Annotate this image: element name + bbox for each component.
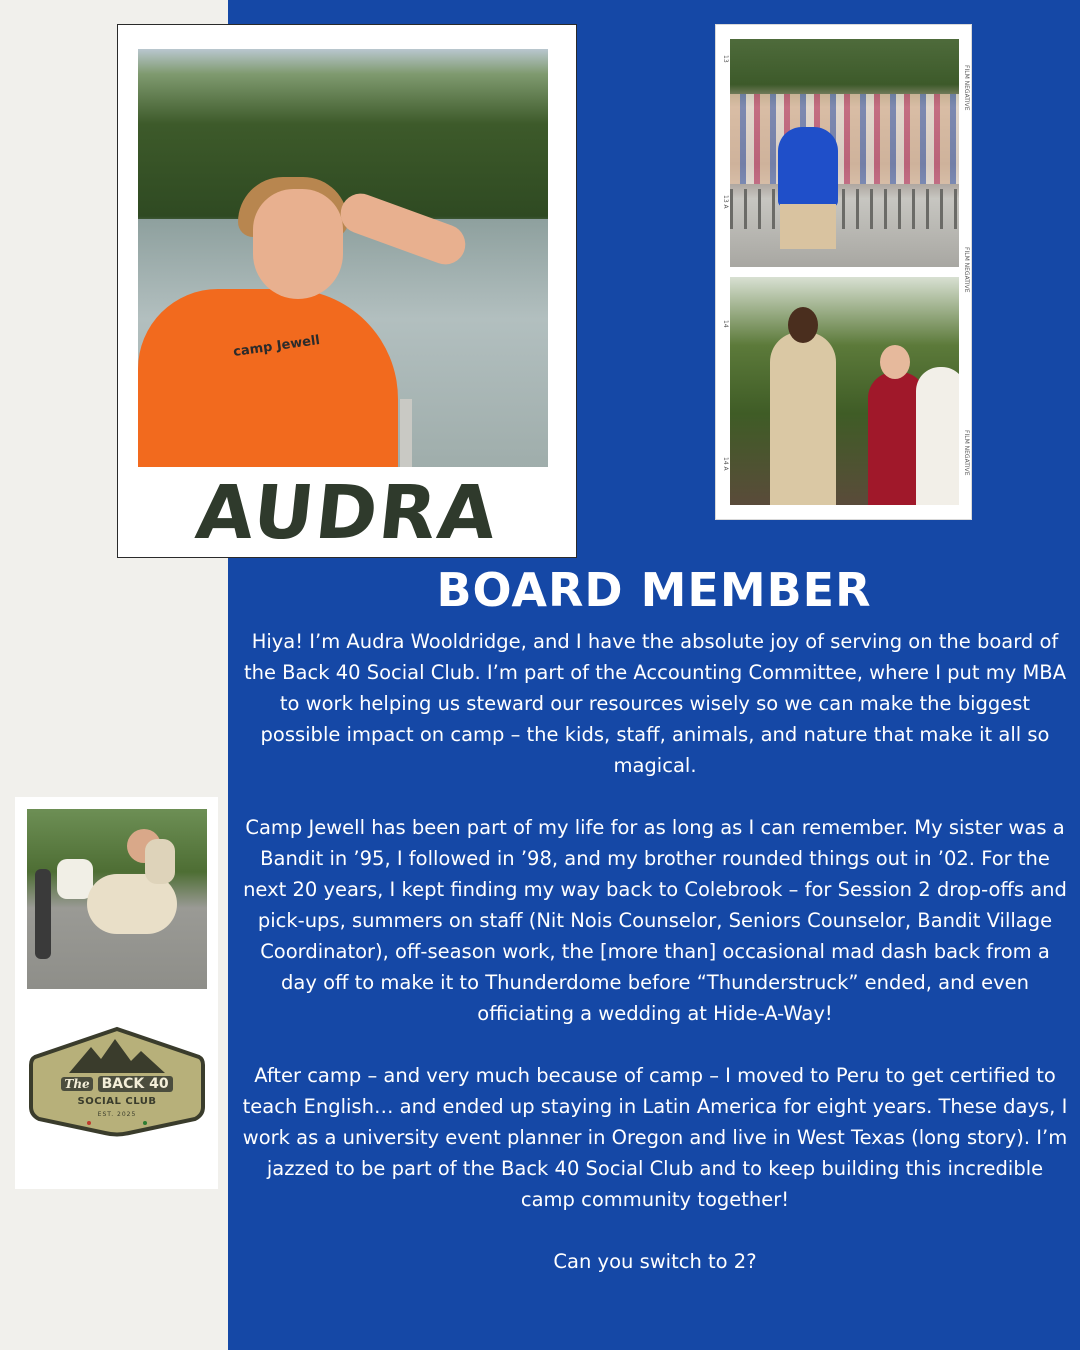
film-marks-left — [717, 25, 729, 519]
bio-paragraph: After camp – and very much because of camp – I moved to Peru to get certified to teach English… and ended up staying in Latin America for eight years. These days, I work as a university event planner in Oregon and live in West Texas (long story). I’m jazzed to be part of the Back 40 Social Club and to keep building this incredible camp community together! — [242, 1064, 1068, 1211]
back40-logo — [29, 1025, 205, 1137]
logo-title — [29, 1076, 205, 1092]
film-strip — [715, 24, 972, 520]
fence — [730, 189, 959, 229]
side-card — [15, 797, 218, 1189]
groom-head — [788, 307, 818, 343]
film-marks-right — [958, 25, 970, 519]
name-label: AUDRA — [192, 470, 502, 556]
orange-shirt — [138, 289, 398, 467]
dock-post — [400, 399, 412, 467]
film-photo-dance — [730, 39, 959, 267]
film-mark: 13 A — [722, 195, 729, 209]
shirt-text: camp Jewell — [232, 333, 321, 360]
bio-paragraph: Hiya! I’m Audra Wooldridge, and I have the absolute joy of serving on the board of the Back 40 Social Club. I’m part of the Accounting Committee, where I put my MBA to work helping us steward our resources wisely so we can make the biggest possible impact on camp – the kids, staff, animals, and nature that make it all so magical. — [243, 630, 1067, 777]
film-mark: 14 — [722, 320, 729, 328]
bride — [916, 367, 959, 505]
llama — [57, 859, 93, 899]
crowd — [730, 94, 959, 184]
film-mark: 14 A — [722, 457, 729, 471]
film-mark: FILM NEGATIVE — [963, 65, 970, 111]
bio-paragraph: Camp Jewell has been part of my life for as long as I can remember. My sister was a Bandit in ’95, I followed in ’98, and my brother rounded things out in ’02. For the next 20 years, I kept finding my way back to Colebrook – for Session 2 drop-offs and pick-ups, summers on staff (Nit Nois Counselor, Seniors Counselor, Bandit Village Coordinator), off-season work, the [more than] occasional mad dash back from a day off to make it to Thunderdome before “Thunderstruck” ended, and even officiating a wedding at Hide-A-Way! — [243, 816, 1067, 1025]
main-polaroid — [117, 24, 577, 558]
groom — [770, 332, 836, 505]
background-person — [35, 869, 51, 959]
film-mark: FILM NEGATIVE — [963, 430, 970, 476]
officiant-head — [880, 345, 910, 379]
film-photo-wedding — [730, 277, 959, 505]
main-photo — [138, 49, 548, 467]
goat-head — [145, 839, 175, 884]
logo-name: BACK 40 — [98, 1076, 173, 1092]
dancer-blue-shirt — [778, 127, 838, 207]
goat-photo — [27, 809, 207, 989]
dancer-shorts — [780, 204, 836, 249]
logo-established: EST. 2025 — [97, 1111, 137, 1118]
bio-paragraph: Can you switch to 2? — [553, 1250, 757, 1273]
bio-text — [240, 626, 1070, 1277]
film-mark: FILM NEGATIVE — [963, 247, 970, 293]
role-title: BOARD MEMBER — [436, 563, 872, 617]
logo-the: The — [61, 1077, 92, 1091]
logo-subtitle: SOCIAL CLUB — [77, 1096, 157, 1107]
face — [253, 189, 343, 299]
film-mark: 13 — [722, 55, 729, 63]
